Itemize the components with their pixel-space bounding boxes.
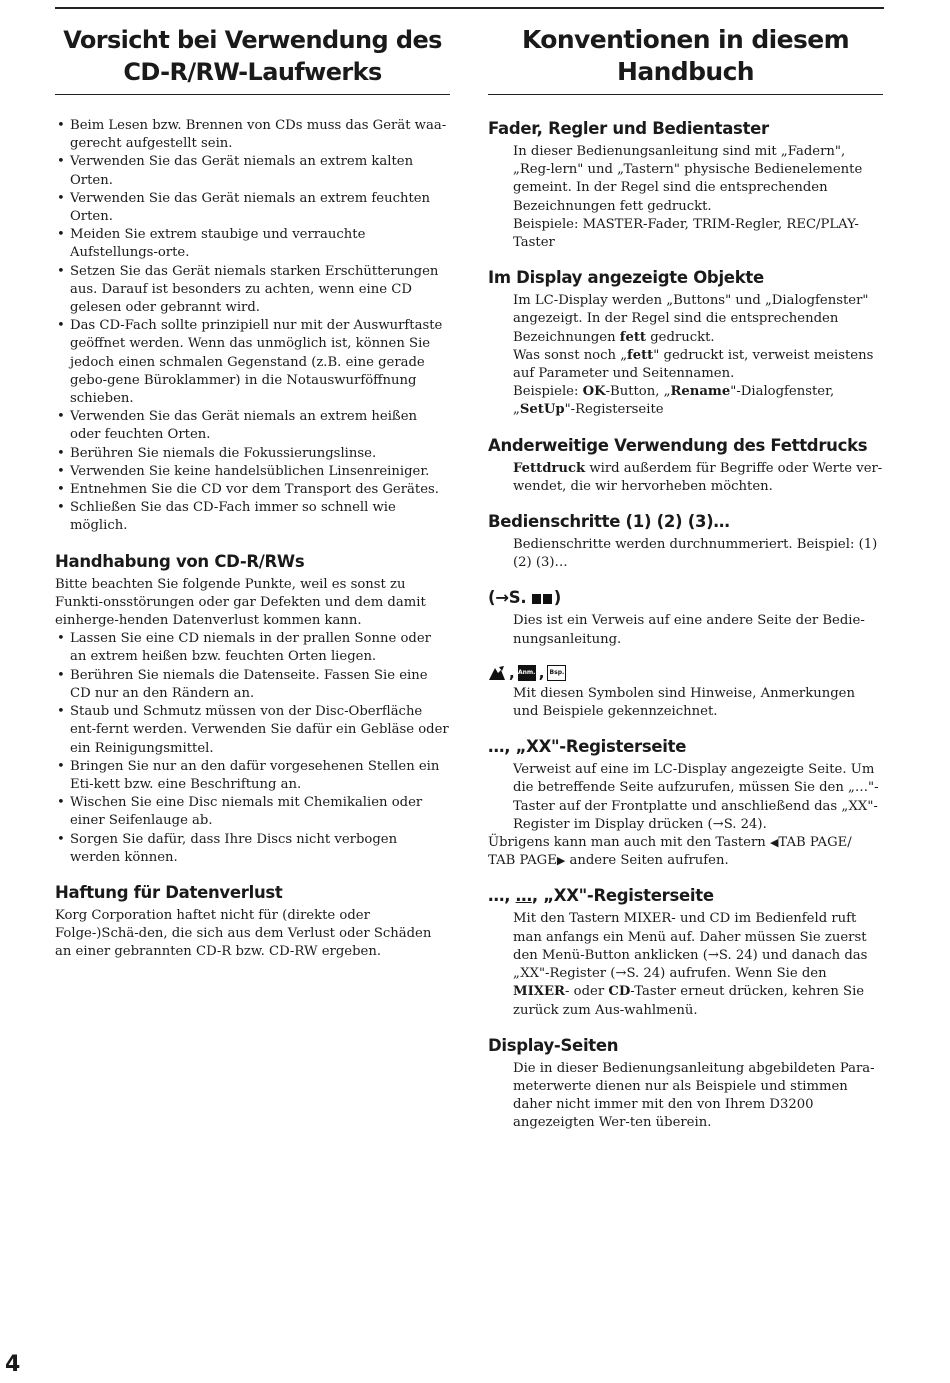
list-item: • Entnehmen Sie die CD vor dem Transport des Gerätes. <box>55 481 450 499</box>
list-item: • Bringen Sie nur an den dafür vorgesehenen Stellen ein Eti-kett bzw. eine Beschriftung an. <box>55 758 450 794</box>
page-number-placeholder <box>543 594 552 604</box>
register-page-heading: …, „XX"-Registerseite <box>488 737 687 757</box>
fader-heading: Fader, Regler und Bedientaster <box>488 119 769 138</box>
fader-example: Beispiele: MASTER-Fader, TRIM-Regler, REC/PLAY-Taster <box>513 216 859 251</box>
symbols-text: Mit diesen Symbolen sind Hinweise, Anmerkungen und Beispiele gekennzeichnet. <box>513 685 855 720</box>
caution-list <box>55 117 450 536</box>
steps-text: Bedienschritte werden durchnummeriert. Beispiel: (1) (2) (3)… <box>513 537 878 571</box>
list-item: • Verwenden Sie das Gerät niemals an extrem kalten Orten. <box>55 153 450 189</box>
display-objects-example: Beispiele: OK-Button, „Rename"-Dialogfenster, „SetUp"-Registerseite <box>513 384 835 418</box>
handling-heading: Handhabung von CD-R/RWs <box>55 551 305 571</box>
symbols-heading: , Anm. , Bsp. <box>488 661 883 685</box>
display-objects-body <box>488 292 883 419</box>
display-objects-text: Im LC-Display werden „Buttons" und „Dialogfenster" angezeigt. In der Regel sind die entsprechenden Bezeichnungen fett gedruckt. <box>513 293 869 345</box>
list-item: • Setzen Sie das Gerät niemals starken Erschütterungen aus. Darauf ist besonders zu achten, wenn eine CD gelesen oder gebrannt wird. <box>55 263 450 318</box>
list-item: • Sorgen Sie dafür, dass Ihre Discs nicht verbogen werden können. <box>55 831 450 867</box>
register-page-text: Verweist auf eine im LC-Display angezeigte Seite. Um die betreffende Seite aufzurufen, müssen Sie den „…"-Taster auf der Frontplatte und anschließend das „XX"-Register im Display drücken (→S. 24). <box>513 762 879 832</box>
handling-intro: Bitte beachten Sie folgende Punkte, weil es sonst zu Funkti-onsstörungen oder gar Defekten und dem damit einherge-henden Datenverlust kommen kann. <box>55 576 426 629</box>
page-number-placeholder <box>532 594 541 604</box>
liability-text: Korg Corporation haftet nicht für (direkte oder Folge-)Schä-den, die sich aus dem Verlust oder Schäden an einer gebrannten CD-R bzw. CD-RW ergeben. <box>55 907 432 960</box>
note-icon <box>488 665 506 681</box>
anm-icon: Anm. <box>518 665 536 681</box>
steps-heading: Bedienschritte (1) (2) (3)… <box>488 512 730 532</box>
right-column <box>488 24 883 1133</box>
bold-usage-body <box>488 460 883 496</box>
handling-list <box>55 630 450 867</box>
page-ref-body <box>488 612 883 648</box>
arrow-right-icon: → <box>495 588 509 608</box>
left-title: Vorsicht bei Verwendung des CD-R/RW-Laufwerks <box>55 24 450 95</box>
display-pages-text: Die in dieser Bedienungsanleitung abgebildeten Para-meterwerte dienen nur als Beispiele und stimmen daher nicht immer mit den von Ihrem D3200 angezeigten Wer-ten überein. <box>513 1060 875 1131</box>
top-rule <box>55 7 884 9</box>
bold-usage-text: Fettdruck wird außerdem für Begriffe oder Werte ver-wendet, die wir hervorheben möchten. <box>513 460 883 494</box>
menu-register-body <box>488 910 883 1019</box>
triangle-right-icon: ▶ <box>556 854 566 868</box>
tab-page-text: Übrigens kann man auch mit den Tastern ◀TAB PAGE/ TAB PAGE▶ andere Seiten aufrufen. <box>488 835 852 869</box>
list-item: • Verwenden Sie das Gerät niemals an extrem heißen oder feuchten Orten. <box>55 408 450 444</box>
list-item: • Verwenden Sie das Gerät niemals an extrem feuchten Orten. <box>55 190 450 226</box>
page-ref-text: Dies ist ein Verweis auf eine andere Seite der Bedie-nungsanleitung. <box>513 613 865 647</box>
display-pages-heading: Display-Seiten <box>488 1035 619 1055</box>
list-item: • Lassen Sie eine CD niemals in der prallen Sonne oder an extrem heißen bzw. feuchten Orten liegen. <box>55 630 450 666</box>
display-objects-heading: Im Display angezeigte Objekte <box>488 268 764 288</box>
symbols-body <box>488 685 883 721</box>
liability-heading: Haftung für Datenverlust <box>55 882 283 902</box>
list-item: • Berühren Sie niemals die Fokussierungslinse. <box>55 445 450 463</box>
bold-usage-heading: Anderweitige Verwendung des Fettdrucks <box>488 435 868 455</box>
fader-body <box>488 143 883 252</box>
right-title: Konventionen in diesem Handbuch <box>488 24 883 95</box>
list-item: • Berühren Sie niemals die Datenseite. Fassen Sie eine CD nur an den Rändern an. <box>55 667 450 703</box>
list-item: • Meiden Sie extrem staubige und verrauchte Aufstellungs-orte. <box>55 226 450 262</box>
page-ref-heading: (→S. ) <box>488 588 562 608</box>
list-item: • Staub und Schmutz müssen von der Disc-Oberfläche ent-fernt werden. Verwenden Sie dafür ein Gebläse oder ein Reinigungsmittel. <box>55 703 450 758</box>
list-item: • Beim Lesen bzw. Brennen von CDs muss das Gerät waa-gerecht aufgestellt sein. <box>55 117 450 153</box>
triangle-left-icon: ◀ <box>769 836 779 850</box>
list-item: • Schließen Sie das CD-Fach immer so schnell wie möglich. <box>55 499 450 535</box>
display-pages-body <box>488 1060 883 1133</box>
bsp-icon: Bsp. <box>547 665 566 681</box>
list-item: • Wischen Sie eine Disc niemals mit Chemikalien oder einer Seifenlauge ab. <box>55 794 450 830</box>
menu-register-heading: …, …, „XX"-Registerseite <box>488 886 714 906</box>
fader-text: In dieser Bedienungsanleitung sind mit „Fadern", „Reg-lern" und „Tastern" physische Bedienelemente gemeint. In der Regel sind die entsprechenden Bezeichnungen fett gedruckt. <box>513 144 863 214</box>
list-item: • Verwenden Sie keine handelsüblichen Linsenreiniger. <box>55 463 450 481</box>
menu-register-text: Mit den Tastern MIXER- und CD im Bedienfeld ruft man anfangs ein Menü auf. Daher müssen Sie zuerst den Menü-Button anklicken (→S. 24) und danach das „XX"-Register (→S. 24) aufrufen. Wenn Sie den MIXER- oder CD-Taster erneut drücken, kehren Sie zurück zum Aus-wahlmenü. <box>513 911 868 1018</box>
steps-body <box>488 536 883 572</box>
page-number: 4 <box>5 1352 21 1377</box>
left-column <box>55 24 450 962</box>
display-objects-note: Was sonst noch „fett" gedruckt ist, verweist meistens auf Parameter und Seitennamen. <box>513 347 874 382</box>
list-item: • Das CD-Fach sollte prinzipiell nur mit der Auswurftaste geöffnet werden. Wenn das unmöglich ist, können Sie jedoch einen schmalen Gegenstand (z.B. eine gerade gebo-gene Büroklammer) in die Notauswurföffnung schieben. <box>55 317 450 408</box>
register-page-body <box>488 761 883 834</box>
